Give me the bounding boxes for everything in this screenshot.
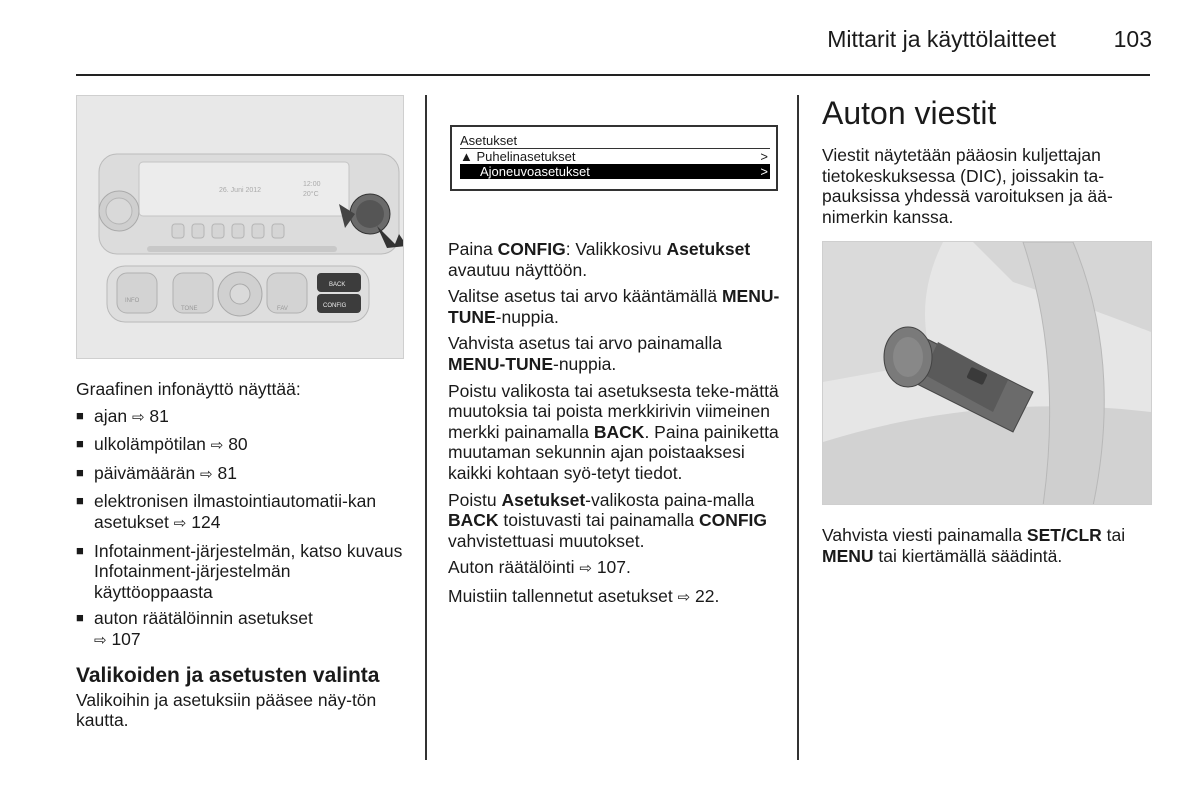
section-title: Auton viestit [822, 95, 997, 131]
list-item: ■ Infotainment-järjestelmän, katso kuvaus Infotainment-järjestelmän käyttöoppaasta [76, 541, 404, 603]
column-divider-1 [425, 95, 427, 760]
display-date: 26. Juni 2012 [219, 187, 262, 194]
back-button-label: BACK [329, 282, 346, 288]
list-item: ■ ajan ⇨ 81 [76, 406, 404, 429]
paragraph-exit: Poistu Asetukset-valikosta paina-malla BACK toistuvasti tai painamalla CONFIG vahvistettuasi muutokset. [448, 489, 768, 551]
header-rule [76, 74, 1150, 76]
list-item: ■ elektronisen ilmastointiautomatii-kan asetukset ⇨ 124 [76, 491, 404, 534]
info-button-label: INFO [125, 298, 140, 304]
infotainment-panel-illustration [77, 96, 404, 359]
column-divider-2 [797, 95, 799, 760]
infotainment-panel-figure [76, 95, 404, 359]
config-button-label: CONFIG [323, 303, 347, 309]
list-item: ■ auton räätälöinnin asetukset ⇨ 107 [76, 608, 404, 651]
column-2 [448, 95, 780, 615]
tone-button-label: TONE [181, 306, 198, 312]
column-1 [76, 95, 404, 737]
display-time: 12:00 [303, 181, 321, 188]
display-menu-item-phone: ▲ Puhelinasetukset > [460, 149, 768, 164]
column-3 [822, 95, 1152, 573]
section-text: Valikoihin ja asetuksiin pääsee näy-tön kautta. [76, 689, 377, 731]
display-items-list [76, 406, 404, 652]
display-menu-item-vehicle: Ajoneuvoasetukset > [460, 164, 770, 179]
display-menu-title: Asetukset [460, 133, 770, 149]
confirm-message-text: Vahvista viesti painamalla SET/CLR tai MENU tai kiertämällä säädintä. [822, 525, 1126, 566]
settings-display-figure [450, 125, 778, 191]
paragraph-config: Paina CONFIG: Valikkosivu Asetukset avautuu näyttöön. [448, 239, 751, 280]
paragraph-back: Poistu valikosta tai asetuksesta teke-mättä muutoksia tai poista merkkirivin viimeinen merkki painamalla BACK. Paina painiketta muutaman sekunnin ajan poistaaksesi kaikki kohtaan syö-tetyt tiedot. [448, 380, 779, 483]
paragraph-confirm: Vahvista asetus tai arvo painamalla MENU-TUNE-nuppia. [448, 333, 722, 374]
page-number: 103 [1113, 26, 1152, 52]
list-item: ■ päivämäärän ⇨ 81 [76, 463, 404, 486]
messages-intro: Viestit näytetään pääosin kuljettajan tietokeskuksessa (DIC), joissakin ta-pauksissa yhdessä varoituksen ja ää-nimerkin kanssa. [822, 145, 1113, 227]
list-item: ■ ulkolämpötilan ⇨ 80 [76, 434, 404, 457]
paragraph-customization-ref: Auton räätälöinti ⇨ 107. [448, 557, 631, 578]
display-temp: 20°C [303, 191, 319, 198]
steering-stalk-figure [822, 241, 1152, 505]
chevron-right-icon: > [760, 149, 768, 164]
intro-text: Graafinen infonäyttö näyttää: [76, 379, 301, 399]
paragraph-stored-settings-ref: Muistiin tallennetut asetukset ⇨ 22. [448, 585, 720, 606]
section-heading: Valikoiden ja asetusten valinta [76, 663, 380, 687]
steering-stalk-illustration [823, 242, 1151, 505]
fav-button-label: FAV [277, 306, 288, 312]
page-header-title: Mittarit ja käyttölaitteet [827, 26, 1056, 52]
up-arrow-icon: ▲ [460, 149, 473, 164]
chevron-right-icon: > [760, 164, 768, 179]
paragraph-select: Valitse asetus tai arvo kääntämällä MENU-TUNE-nuppia. [448, 286, 780, 327]
